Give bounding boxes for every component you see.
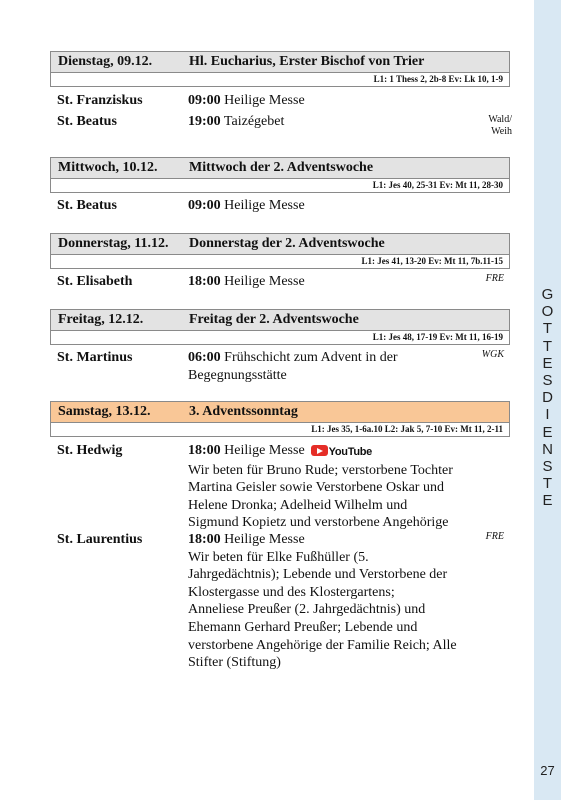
day-date: Dienstag, 09.12. bbox=[58, 54, 153, 69]
service-time: 19:00 bbox=[188, 114, 221, 129]
intention-line: Anneliese Preußer (2. Jahrgedächtnis) und bbox=[188, 602, 426, 618]
day-readings: L1: Jes 40, 25-31 Ev: Mt 11, 28-30 bbox=[50, 179, 510, 193]
church-name: St. Martinus bbox=[57, 350, 133, 365]
page-number: 27 bbox=[540, 763, 555, 778]
day-readings: L1: Jes 41, 13-20 Ev: Mt 11, 7b.11-15 bbox=[50, 255, 510, 269]
intention-line: Klostergasse und des Klostergartens; bbox=[188, 584, 395, 600]
intention-line: Wir beten für Bruno Rude; verstorbene Tochter bbox=[188, 462, 453, 478]
day-header bbox=[50, 309, 510, 345]
intention-line: Jahrgedächtnis); Lebende und Verstorbene der bbox=[188, 567, 448, 583]
service-title: Heilige Messe bbox=[224, 198, 305, 213]
service-time: 18:00 bbox=[188, 274, 221, 289]
day-readings: L1: Jes 35, 1-6a.10 L2: Jak 5, 7-10 Ev: Mt 11, 2-11 bbox=[50, 423, 510, 437]
service-note: Wald/ Weih bbox=[488, 114, 512, 137]
day-feast: 3. Adventssonntag bbox=[189, 404, 298, 419]
day-header bbox=[50, 233, 510, 269]
church-name: St. Beatus bbox=[57, 198, 117, 213]
intention-line: Wir beten für Elke Fußhüller (5. bbox=[188, 549, 369, 565]
church-name: St. Laurentius bbox=[57, 532, 143, 547]
intention-line: Helene Dronka; Adelheid Wilhelm und bbox=[188, 497, 408, 513]
youtube-play-icon bbox=[311, 445, 328, 456]
service-title: Heilige Messe bbox=[224, 274, 305, 289]
day-title-bar bbox=[50, 51, 510, 73]
day-header bbox=[50, 51, 510, 87]
day-readings: L1: 1 Thess 2, 2b-8 Ev: Lk 10, 1-9 bbox=[50, 73, 510, 87]
day-header bbox=[50, 401, 510, 437]
day-title-bar bbox=[50, 157, 510, 179]
church-name: St. Elisabeth bbox=[57, 274, 133, 289]
day-date: Mittwoch, 10.12. bbox=[58, 160, 158, 175]
day-date: Donnerstag, 11.12. bbox=[58, 236, 169, 251]
church-name: St. Beatus bbox=[57, 114, 117, 129]
section-label-gottesdienste: G O T T E S D I E N S T E bbox=[541, 286, 554, 510]
service-time: 09:00 bbox=[188, 198, 221, 213]
youtube-badge[interactable]: YouTube bbox=[311, 443, 372, 462]
day-date: Freitag, 12.12. bbox=[58, 312, 144, 327]
service-title: Heilige Messe bbox=[224, 93, 305, 108]
service-time: 18:00 bbox=[188, 532, 221, 547]
service-title: Heilige Messe bbox=[224, 443, 305, 458]
intention-line: Stifter (Stiftung) bbox=[188, 655, 281, 671]
day-title-bar bbox=[50, 401, 510, 423]
service-note: WGK bbox=[481, 349, 504, 360]
intention-line: Ehemann Gerhard Preußer; Lebende und bbox=[188, 619, 418, 635]
service-title: Heilige Messe bbox=[224, 532, 305, 547]
intention-line: Sigmund Kopietz und verstorbene Angehörige bbox=[188, 515, 449, 531]
day-feast: Donnerstag der 2. Adventswoche bbox=[189, 236, 385, 251]
service-time: 18:00 bbox=[188, 443, 221, 458]
day-feast: Mittwoch der 2. Adventswoche bbox=[189, 160, 374, 175]
section-sidebar bbox=[534, 0, 561, 800]
day-feast: Hl. Eucharius, Erster Bischof von Trier bbox=[189, 54, 425, 69]
church-name: St. Hedwig bbox=[57, 443, 123, 458]
day-title-bar bbox=[50, 309, 510, 331]
day-date: Samstag, 13.12. bbox=[58, 404, 151, 419]
service-time: 06:00 bbox=[188, 350, 221, 365]
day-title-bar bbox=[50, 233, 510, 255]
day-readings: L1: Jes 48, 17-19 Ev: Mt 11, 16-19 bbox=[50, 331, 510, 345]
service-title: Frühschicht zum Advent in der Begegnungsstätte bbox=[188, 350, 398, 383]
church-name: St. Franziskus bbox=[57, 93, 143, 108]
intention-line: Martina Geisler sowie Verstorbene Oskar und bbox=[188, 480, 444, 496]
service-time: 09:00 bbox=[188, 93, 221, 108]
day-feast: Freitag der 2. Adventswoche bbox=[189, 312, 359, 327]
service-note: FRE bbox=[485, 531, 504, 542]
day-header bbox=[50, 157, 510, 193]
service-title: Taizégebet bbox=[223, 114, 285, 129]
intention-line: verstorbene Angehörige der Familie Reich; Alle bbox=[188, 637, 457, 653]
service-note: FRE bbox=[485, 273, 504, 284]
